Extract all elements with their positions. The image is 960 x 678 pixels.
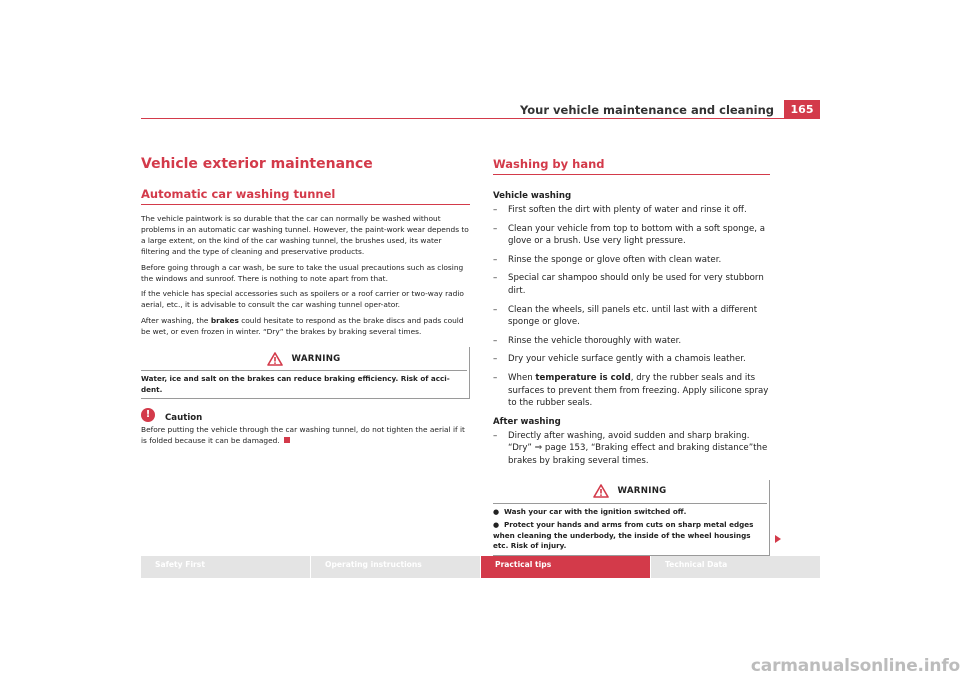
list-item: – Directly after washing, avoid sudden and sharp braking. “Dry” ⇒ page 153, “Braking effect and braking distance”the brakes by braking several times. — [493, 430, 768, 466]
list-item: – Rinse the vehicle thoroughly with water. — [493, 335, 682, 346]
caution-exclamation-icon: ! — [141, 408, 155, 422]
tab-technical-data[interactable]: Technical Data — [651, 556, 820, 578]
warning-box — [141, 347, 470, 399]
header-divider — [141, 118, 820, 119]
warning-title: WARNING — [617, 486, 667, 496]
warning-triangle-icon — [267, 352, 283, 366]
list-item: – Clean the wheels, sill panels etc. until last with a different sponge or glove. — [493, 304, 758, 328]
page-header — [141, 100, 820, 120]
warning-text: Water, ice and salt on the brakes can reduce braking efficiency. Risk of acci-dent. — [141, 374, 450, 394]
warning-box — [493, 480, 770, 556]
section-end-icon — [284, 437, 290, 443]
page-cross-reference[interactable]: page 153, “Braking effect and braking distance”the brakes by braking several times. — [508, 443, 768, 466]
header-title: Your vehicle maintenance and cleaning — [520, 103, 774, 117]
list-item: – Rinse the sponge or glove often with clean water. — [493, 254, 722, 265]
warning-bullet: ● Wash your car with the ignition switched off. — [493, 507, 767, 518]
tab-operating-instructions[interactable]: Operating instructions — [311, 556, 480, 578]
caution-title: Caution — [165, 413, 203, 424]
subsection-title-car-wash: Automatic car washing tunnel — [141, 186, 470, 205]
list-item: – Dry your vehicle surface gently with a chamois leather. — [493, 354, 746, 365]
caution-header — [141, 409, 470, 424]
warning-title: WARNING — [291, 353, 341, 364]
warning-header — [493, 480, 767, 504]
list-item: – Special car shampoo should only be used for very stubborn dirt. — [493, 273, 764, 296]
page-number-badge: 165 — [784, 100, 820, 119]
footer-nav — [141, 556, 820, 578]
vehicle-washing-heading: Vehicle washing — [493, 191, 572, 201]
paragraph: After washing, the brakes could hesitate to respond as the brake discs and pads could be wet, or even frozen in winter. “Dry” the brakes by braking several times. — [141, 316, 464, 337]
list-item: – Clean your vehicle from top to bottom with a soft sponge, a glove or a brush. Use very light pressure. — [493, 223, 766, 247]
section-title: Vehicle exterior maintenance — [141, 156, 373, 172]
warning-header — [141, 347, 467, 371]
list-item: – When temperature is cold, dry the rubber seals and its surfaces to prevent them from freezing. Apply silicone spray to the rubber seals. — [493, 372, 769, 409]
warning-bullet: ● Protect your hands and arms from cuts on sharp metal edges when cleaning the underbody, the inside of the wheel housings etc. Risk of injury. — [493, 520, 767, 552]
watermark: carmanualsonline.info — [750, 656, 960, 676]
cross-reference-arrow-icon: ⇒ — [534, 443, 543, 454]
paragraph: The vehicle paintwork is so durable that the car can normally be washed without problems in an automatic car washing tunnel. However, the paint-work wear depends to a large extent, on the kind of the car washing tunnel, the brushes used, its water filtering and the type of cleaning and preservative products. — [141, 214, 469, 256]
tab-safety-first[interactable]: Safety First — [141, 556, 310, 578]
after-washing-heading: After washing — [493, 416, 561, 427]
list-item: – First soften the dirt with plenty of water and rinse it off. — [493, 205, 747, 215]
caution-box — [141, 409, 470, 447]
warning-triangle-icon — [593, 484, 609, 498]
paragraph: If the vehicle has special accessories such as spoilers or a roof carrier or two-way radio aerial, etc., it is advisable to consult the car washing tunnel oper-ator. — [141, 289, 464, 310]
subsection-title-hand-wash: Washing by hand — [493, 156, 770, 175]
tab-practical-tips[interactable]: Practical tips — [481, 556, 650, 578]
temperature-emphasis: temperature is cold — [535, 372, 631, 383]
continue-arrow-icon — [775, 535, 781, 543]
right-column — [493, 152, 770, 556]
paragraph: Before going through a car wash, be sure to take the usual precautions such as closing the windows and sunroof. There is nothing to note apart from that. — [141, 262, 464, 283]
caution-text: Before putting the vehicle through the car washing tunnel, do not tighten the aerial if it is folded because it can be damaged. — [141, 425, 465, 446]
brakes-emphasis: brakes — [210, 316, 239, 326]
left-column — [141, 152, 470, 452]
